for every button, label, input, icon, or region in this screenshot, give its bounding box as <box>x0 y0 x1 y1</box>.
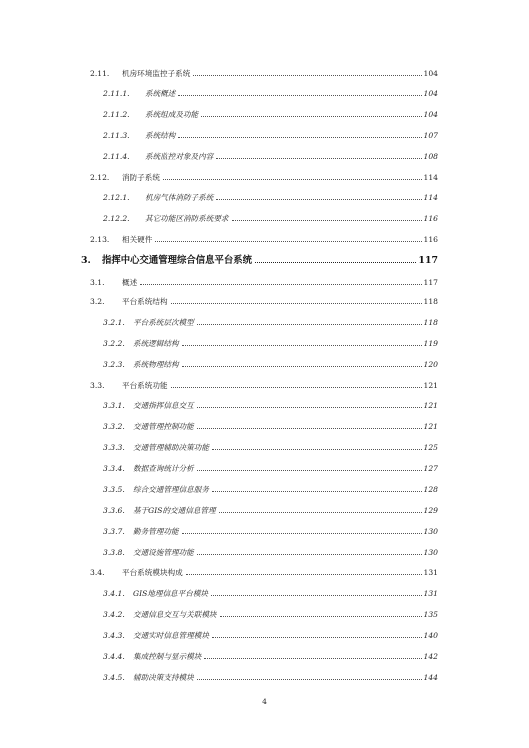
toc-entry[interactable] <box>103 152 438 162</box>
toc-entry[interactable] <box>103 548 438 558</box>
toc-entry[interactable] <box>103 485 438 495</box>
toc-entry[interactable] <box>103 443 438 453</box>
toc-entry-number: 3.3.7. <box>103 527 125 536</box>
toc-entry[interactable] <box>103 631 438 641</box>
toc-entry-page: 104 <box>423 89 438 98</box>
toc-entry-page: 131 <box>423 589 438 598</box>
toc-entry-title: 系统组成及功能 <box>145 110 199 119</box>
toc-entry-number: 3.3.6. <box>103 506 125 515</box>
toc-entry-title: 勤务管理功能 <box>133 527 179 536</box>
toc-leader-dots <box>255 262 416 263</box>
toc-entry-title: 系统逻辑结构 <box>133 339 179 348</box>
toc-entry-number: 2.11.4. <box>103 152 130 161</box>
toc-entry-number: 3.4. <box>90 568 105 577</box>
toc-entry[interactable] <box>103 610 438 620</box>
toc-entry-number: 2.11. <box>90 69 110 78</box>
toc-entry-title: 平台系统层次模型 <box>133 318 194 327</box>
toc-entry-number: 3.4.2. <box>103 610 125 619</box>
toc-entry[interactable] <box>90 278 438 288</box>
toc-entry-title: 相关硬件 <box>122 235 153 244</box>
toc-entry-page: 119 <box>423 339 438 348</box>
toc-entry-title: 其它功能区消防系统要求 <box>145 214 229 223</box>
toc-leader-dots <box>186 574 422 575</box>
toc-entry-page: 116 <box>423 214 438 223</box>
toc-leader-dots <box>155 241 421 242</box>
toc-entry[interactable] <box>103 193 438 203</box>
toc-entry-page: 131 <box>423 568 438 577</box>
toc-entry-title: 系统概述 <box>145 89 176 98</box>
toc-leader-dots <box>171 387 422 388</box>
toc-entry-title: GIS地理信息平台模块 <box>133 589 209 598</box>
toc-entry-title: 交通设施管理功能 <box>133 548 194 557</box>
toc-entry-title: 综合交通管理信息服务 <box>133 485 209 494</box>
toc-leader-dots <box>171 303 422 304</box>
toc-chapter-entry[interactable] <box>81 255 438 267</box>
toc-entry[interactable] <box>103 89 438 99</box>
toc-entry-number: 2.11.3. <box>103 131 130 140</box>
toc-leader-dots <box>220 616 422 617</box>
toc-entry-number: 3.2. <box>90 297 105 306</box>
toc-entry-page: 144 <box>423 673 438 682</box>
toc-entry-number: 3.2.1. <box>103 318 125 327</box>
toc-entry-page: 128 <box>423 485 438 494</box>
toc-entry-number: 2.12.2. <box>103 214 130 223</box>
toc-entry[interactable] <box>103 589 438 599</box>
toc-entry-number: 3.3.4. <box>103 464 125 473</box>
toc-entry-number: 3.3. <box>90 381 105 390</box>
toc-entry-number: 2.12. <box>90 173 110 182</box>
toc-leader-dots <box>216 199 421 200</box>
toc-entry-page: 104 <box>423 110 438 119</box>
toc-entry-number: 2.12.1. <box>103 193 130 202</box>
toc-leader-dots <box>216 158 421 159</box>
toc-entry-number: 2.11.2. <box>103 110 130 119</box>
toc-entry-title: 平台系统功能 <box>122 381 168 390</box>
toc-entry-title: 交通信息交互与关联模块 <box>133 610 217 619</box>
toc-entry-page: 130 <box>423 548 438 557</box>
toc-entry-number: 3.4.3. <box>103 631 125 640</box>
toc-entry-page: 117 <box>423 278 438 287</box>
toc-entry[interactable] <box>90 69 438 79</box>
toc-leader-dots <box>197 679 422 680</box>
toc-entry-number: 3.2.2. <box>103 339 125 348</box>
toc-entry-page: 114 <box>423 193 438 202</box>
toc-entry-number: 3.4.4. <box>103 652 125 661</box>
toc-entry-title: 交通管理控制功能 <box>133 422 194 431</box>
toc-leader-dots <box>197 470 422 471</box>
toc-entry[interactable] <box>90 173 438 183</box>
toc-entry-page: 121 <box>423 381 438 390</box>
toc-leader-dots <box>212 491 422 492</box>
toc-entry-page: 120 <box>423 360 438 369</box>
toc-leader-dots <box>197 428 422 429</box>
toc-leader-dots <box>182 533 422 534</box>
toc-entry[interactable] <box>103 339 438 349</box>
toc-entry-number: 3.3.3. <box>103 443 125 452</box>
toc-entry-page: 118 <box>423 297 438 306</box>
toc-entry-number: 3.4.1. <box>103 589 125 598</box>
toc-entry-page: 117 <box>418 255 438 266</box>
toc-entry-page: 135 <box>423 610 438 619</box>
toc-entry-title: 交通指挥信息交互 <box>133 401 194 410</box>
toc-entry-number: 3.3.5. <box>103 485 125 494</box>
toc-entry-title: 平台系统结构 <box>122 297 168 306</box>
toc-entry[interactable] <box>103 110 438 120</box>
toc-entry-number: 3.2.3. <box>103 360 125 369</box>
toc-entry[interactable] <box>103 506 438 516</box>
toc-entry-page: 108 <box>423 152 438 161</box>
toc-entry-title: 消防子系统 <box>122 173 160 182</box>
toc-entry[interactable] <box>103 318 438 328</box>
toc-leader-dots <box>182 366 422 367</box>
toc-entry-number: 3. <box>81 255 91 266</box>
toc-entry[interactable] <box>90 381 438 391</box>
toc-entry[interactable] <box>90 235 438 245</box>
toc-entry[interactable] <box>90 297 438 307</box>
toc-entry-page: 125 <box>423 443 438 452</box>
toc-leader-dots <box>232 220 422 221</box>
toc-entry-title: 系统结构 <box>145 131 176 140</box>
toc-entry-title: 概述 <box>122 278 138 287</box>
toc-leader-dots <box>140 284 421 285</box>
toc-leader-dots <box>219 512 422 513</box>
toc-entry[interactable] <box>103 422 438 432</box>
toc-leader-dots <box>211 595 421 596</box>
toc-entry-page: 107 <box>423 131 438 140</box>
page-number: 4 <box>262 697 267 706</box>
toc-leader-dots <box>201 116 421 117</box>
toc-entry-page: 129 <box>423 506 438 515</box>
toc-entry-number: 3.3.1. <box>103 401 125 410</box>
toc-entry-page: 140 <box>423 631 438 640</box>
toc-entry[interactable] <box>103 131 438 141</box>
toc-leader-dots <box>204 658 421 659</box>
toc-leader-dots <box>178 137 421 138</box>
toc-leader-dots <box>212 637 422 638</box>
toc-leader-dots <box>163 179 422 180</box>
toc-leader-dots <box>182 345 422 346</box>
toc-entry-title: 机房环境监控子系统 <box>122 69 191 78</box>
toc-entry-title: 集成控制与显示模块 <box>133 652 202 661</box>
toc-entry[interactable] <box>90 568 438 578</box>
toc-entry[interactable] <box>103 360 438 370</box>
toc-entry[interactable] <box>103 673 438 683</box>
toc-entry[interactable] <box>103 401 438 411</box>
toc-leader-dots <box>197 554 422 555</box>
toc-leader-dots <box>178 95 421 96</box>
toc-entry-title: 系统监控对象及内容 <box>145 152 214 161</box>
toc-entry-title: 交通管理辅助决策功能 <box>133 443 209 452</box>
toc-entry-title: 指挥中心交通管理综合信息平台系统 <box>102 255 253 266</box>
toc-entry-page: 142 <box>423 652 438 661</box>
toc-leader-dots <box>193 75 421 76</box>
toc-entry-title: 机房气体消防子系统 <box>145 193 214 202</box>
toc-entry-number: 3.3.2. <box>103 422 125 431</box>
toc-entry-page: 121 <box>423 401 438 410</box>
toc-entry-title: 辅助决策支持模块 <box>133 673 194 682</box>
toc-entry[interactable] <box>103 464 438 474</box>
toc-entry-title: 基于GIS的交通信息管理 <box>133 506 216 515</box>
toc-entry[interactable] <box>103 652 438 662</box>
toc-entry-page: 127 <box>423 464 438 473</box>
toc-entry-title: 系统物理结构 <box>133 360 179 369</box>
toc-entry-page: 116 <box>423 235 438 244</box>
toc-entry-number: 2.13. <box>90 235 110 244</box>
toc-entry-page: 121 <box>423 422 438 431</box>
toc-entry-number: 3.1. <box>90 278 105 287</box>
toc-entry-title: 数据查询统计分析 <box>133 464 194 473</box>
toc-entry-number: 2.11.1. <box>103 89 130 98</box>
toc-leader-dots <box>212 449 422 450</box>
toc-entry-number: 3.3.8. <box>103 548 125 557</box>
toc-entry[interactable] <box>103 527 438 537</box>
toc-leader-dots <box>197 407 422 408</box>
toc-entry-page: 104 <box>423 69 438 78</box>
toc-leader-dots <box>197 324 422 325</box>
toc-entry-title: 平台系统模块构成 <box>122 568 183 577</box>
toc-entry-page: 130 <box>423 527 438 536</box>
toc-entry-number: 3.4.5. <box>103 673 125 682</box>
toc-entry-page: 118 <box>423 318 438 327</box>
toc-entry-page: 114 <box>423 173 438 182</box>
toc-entry[interactable] <box>103 214 438 224</box>
toc-entry-title: 交通实时信息管理模块 <box>133 631 209 640</box>
